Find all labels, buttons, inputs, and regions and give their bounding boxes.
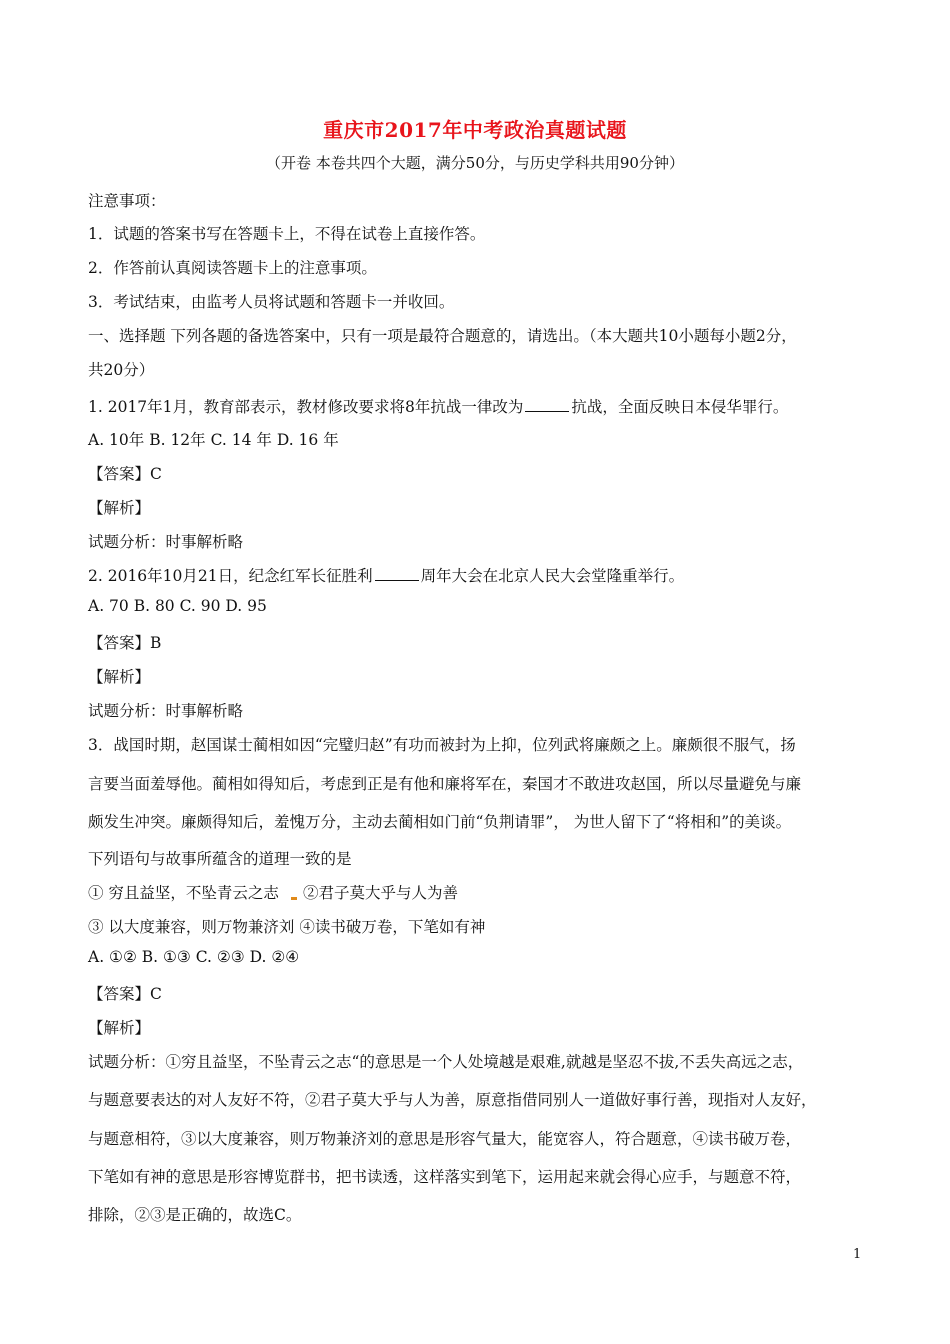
section-heading-cont: 共20分）: [88, 361, 155, 379]
question-3-options: A. ①② B. ①③ C. ②③ D. ②④: [88, 948, 300, 966]
question-3-analysis-line: 试题分析：①穷且益坚，不坠青云之志“的意思是一个人处境越是艰难,就越是坚忍不拔,不丢失高远之志，: [88, 1053, 804, 1071]
notes-heading: 注意事项：: [88, 192, 166, 210]
question-3-stem-line: 颇发生冲突。廉颇得知后，羞愧万分，主动去蔺相如门前“负荆请罪”， 为世人留下了“将相和”的美谈。: [88, 813, 792, 831]
page-title: 重庆市2017年中考政治真题试题: [323, 118, 627, 142]
question-3-analysis-line: 与题意要表达的对人友好不符，②君子莫大乎与人为善，原意指借同别人一道做好事行善，现指对人友好，: [88, 1091, 817, 1109]
question-3-items: ③ 以大度兼容，则万物兼济刘 ④读书破万卷，下笔如有神: [88, 918, 486, 936]
note-item: 3．考试结束，由监考人员将试题和答题卡一并收回。: [88, 293, 455, 311]
question-3-stem-line: 言要当面羞辱他。蔺相如得知后，考虑到正是有他和廉将军在，秦国才不敢进攻赵国，所以尽量避免与廉: [88, 775, 802, 793]
question-1-analysis: 试题分析：时事解析略: [88, 533, 244, 551]
question-3-analysis-label: 【解析】: [88, 1019, 151, 1037]
question-1-answer: 【答案】C: [88, 465, 162, 483]
question-2-options: A. 70 B. 80 C. 90 D. 95: [88, 597, 267, 615]
question-3-stem-line: 3．战国时期，赵国谋士蔺相如因“完璧归赵”有功而被封为上抑，位列武将廉颇之上。廉颇很不服气，扬: [88, 736, 796, 754]
question-stem-text: 抗战，全面反映日本侵华罪行。: [571, 398, 789, 416]
question-3-items: [88, 881, 458, 903]
question-1-options: A. 10年 B. 12年 C. 14 年 D. 16 年: [88, 431, 339, 449]
question-stem-text: 周年大会在北京人民大会堂隆重举行。: [420, 567, 685, 585]
question-2-stem: [88, 564, 684, 586]
annotation-marker: [291, 897, 297, 900]
question-3-analysis-line: 排除，②③是正确的，故选C。: [88, 1206, 302, 1224]
section-heading: 一、选择题 下列各题的备选答案中，只有一项是最符合题意的，请选出。（本大题共10小题每小题2分，: [88, 327, 797, 345]
question-3-answer: 【答案】C: [88, 985, 162, 1003]
answer-blank: [375, 564, 419, 581]
question-stem-text: 1. 2017年1月，教育部表示，教材修改要求将8年抗战一律改为: [88, 398, 524, 416]
question-3-analysis-line: 下笔如有神的意思是形容博览群书，把书读透，这样落实到笔下，运用起来就会得心应手，与题意不符，: [88, 1168, 802, 1186]
note-item: 2．作答前认真阅读答题卡上的注意事项。: [88, 259, 377, 277]
question-2-analysis-label: 【解析】: [88, 668, 151, 686]
option-statement: ②君子莫大乎与人为善: [302, 884, 458, 902]
page-subtitle: （开卷 本卷共四个大题，满分50分，与历史学科共用90分钟）: [266, 154, 684, 172]
question-2-answer: 【答案】B: [88, 634, 162, 652]
note-item: 1．试题的答案书写在答题卡上，不得在试卷上直接作答。: [88, 225, 486, 243]
page-number: 1: [853, 1247, 862, 1262]
question-3-stem-line: 下列语句与故事所蕴含的道理一致的是: [88, 850, 352, 868]
question-1-stem: [88, 395, 788, 417]
question-2-analysis: 试题分析：时事解析略: [88, 702, 244, 720]
answer-blank: [525, 395, 569, 412]
question-3-analysis-line: 与题意相符，③以大度兼容，则万物兼济刘的意思是形容气量大，能宽容人，符合题意，④读书破万卷，: [88, 1130, 802, 1148]
question-1-analysis-label: 【解析】: [88, 499, 151, 517]
question-stem-text: 2. 2016年10月21日，纪念红军长征胜利: [88, 567, 373, 585]
option-statement: ① 穷且益坚，不坠青云之志: [88, 884, 279, 902]
